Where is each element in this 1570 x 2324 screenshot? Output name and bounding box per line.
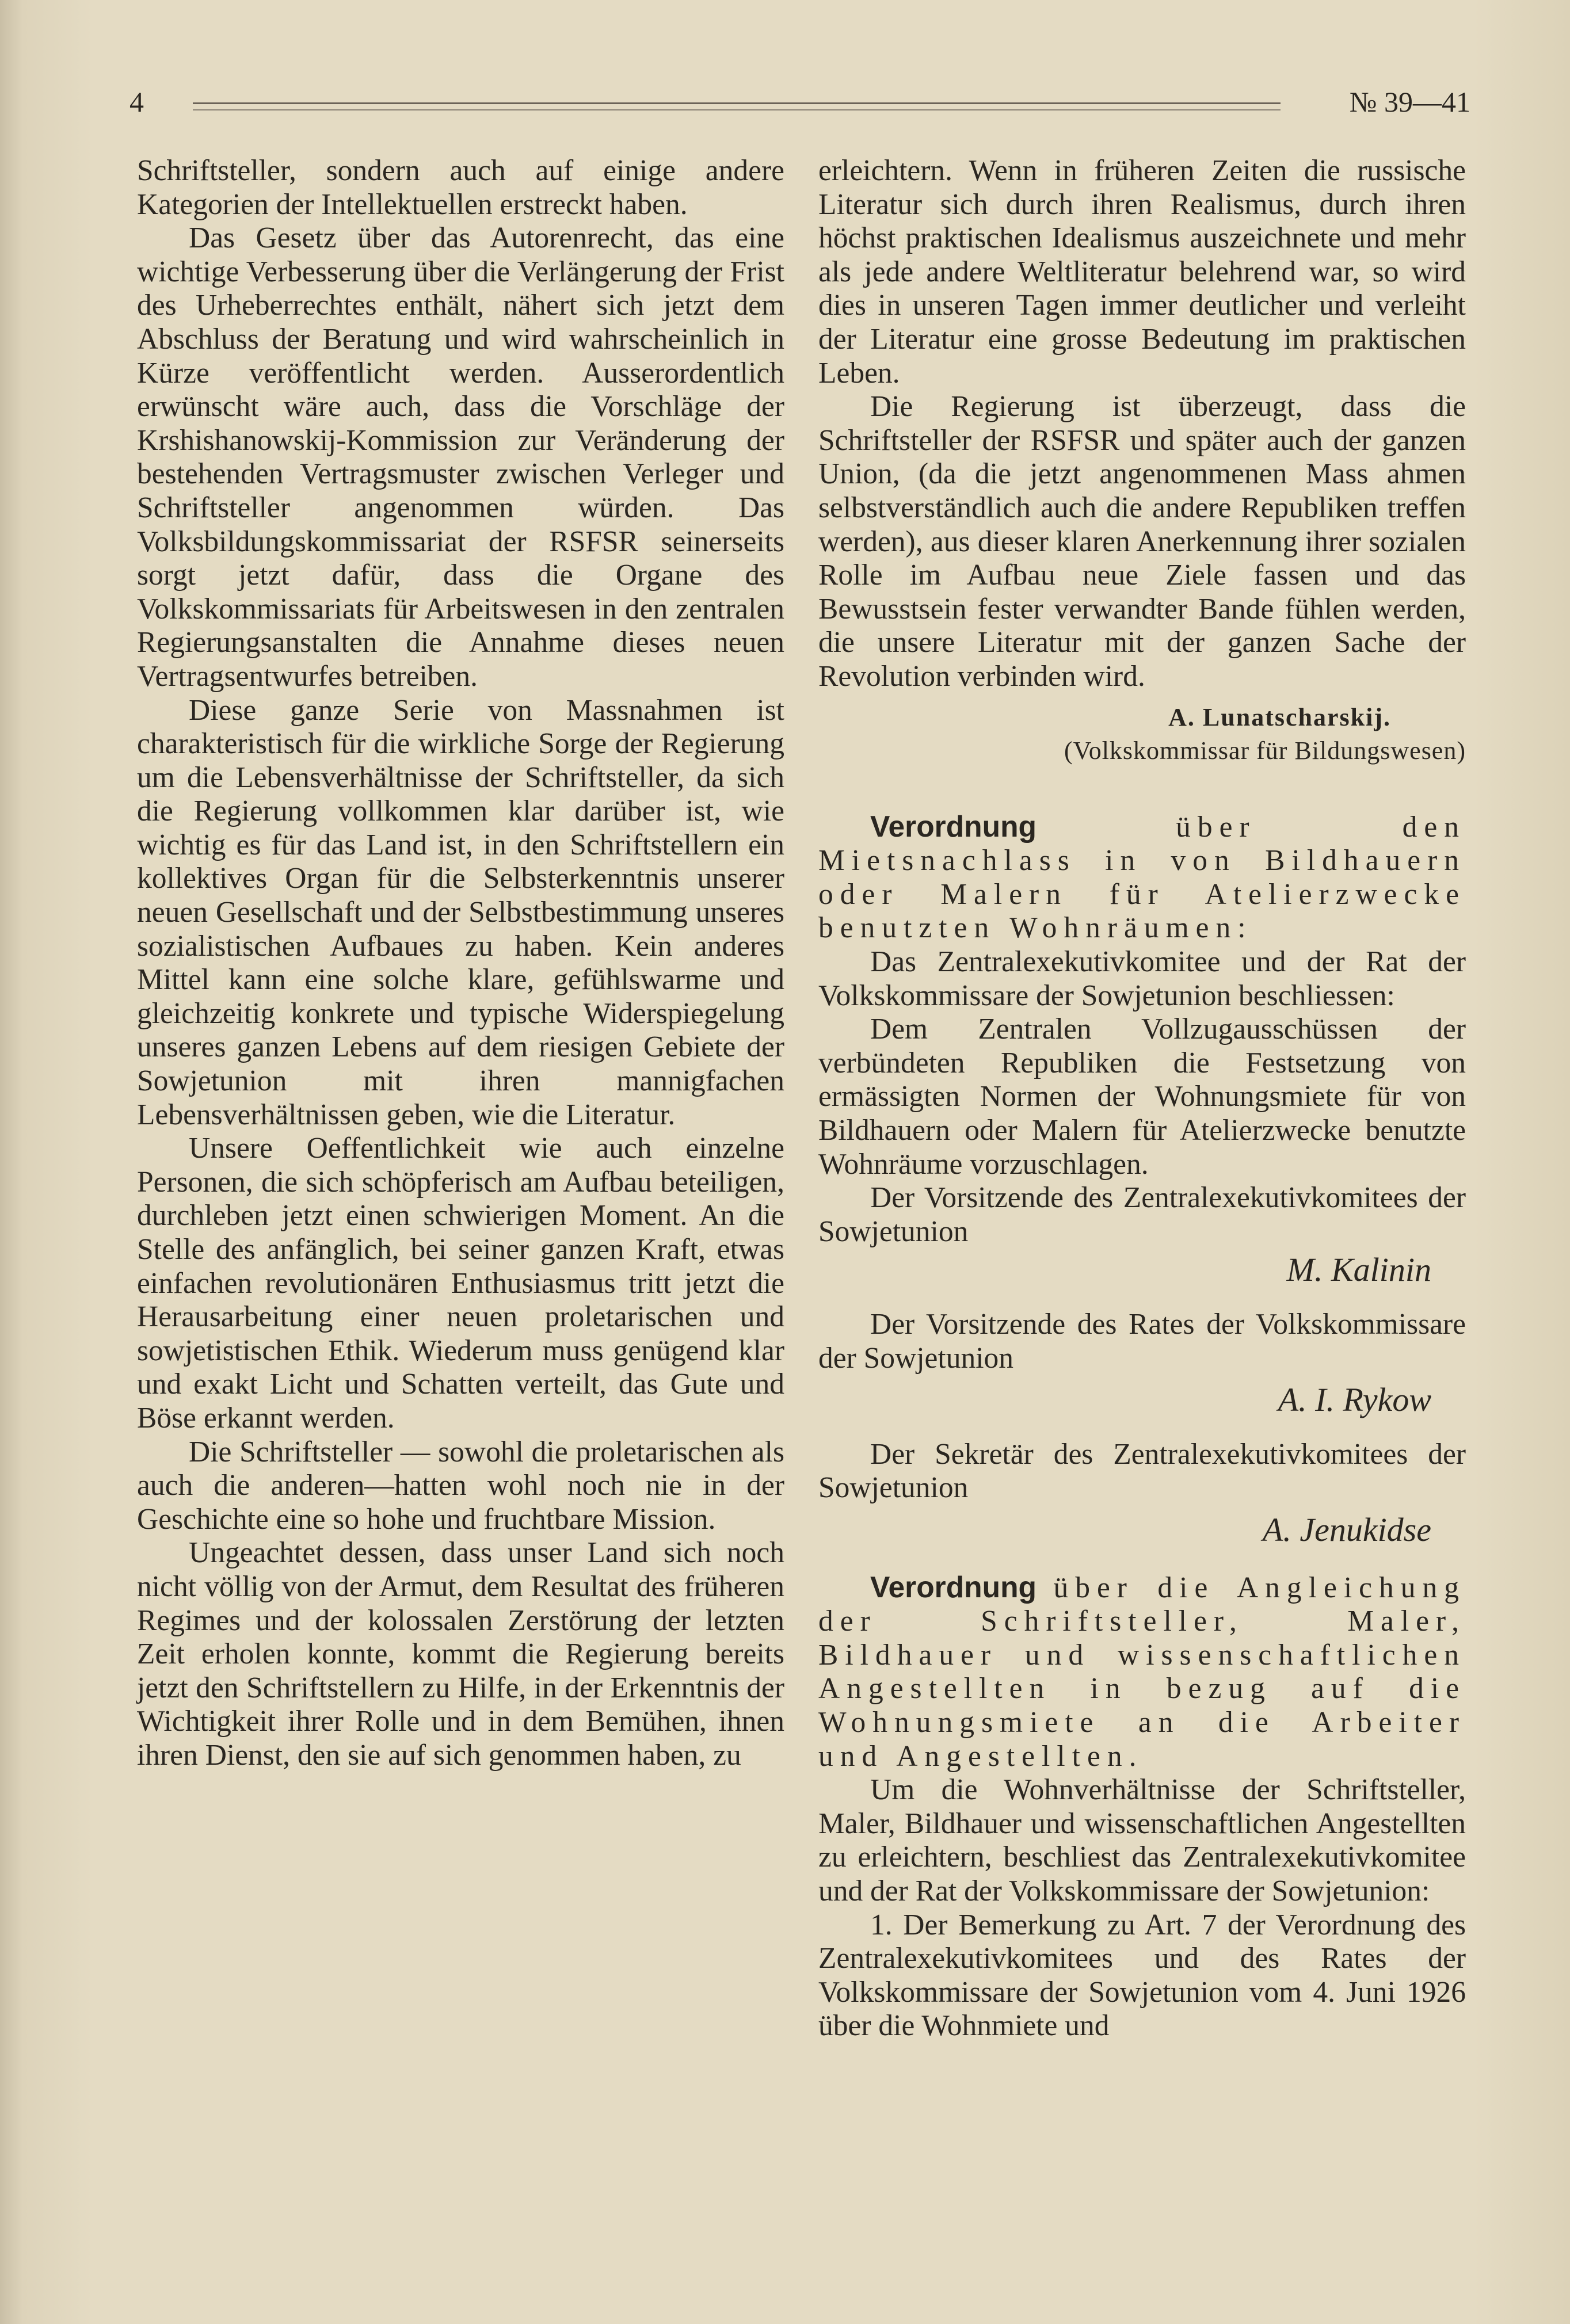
decree-heading-bold: Verordnung — [870, 809, 1036, 843]
signer-name: M. Kalinin — [1286, 1251, 1431, 1289]
signature-text: Der Vorsitzende des Rates der Volkskommissare der Sowjetunion — [818, 1308, 1466, 1375]
right-column — [818, 154, 1466, 2043]
signature-row — [818, 1245, 1466, 1287]
signature-block — [818, 1181, 1466, 1547]
header-rule-secondary — [193, 109, 1281, 110]
page-number: 4 — [129, 86, 144, 118]
paragraph: Ungeachtet dessen, dass unser Land sich noch nicht völlig von der Armut, dem Resultat des früheren Regimes und der kolossalen Zerstörung der letzten Zeit erholen konnte, kommt die Regierung bereits jetzt den Schriftstellern zu Hilfe, in der Erkenntnis der Wichtigkeit ihrer Rolle und in dem Bemühen, ihnen ihren Dienst, den sie auf sich genommen haben, zu — [137, 1536, 784, 1772]
paragraph: Das Gesetz über das Autorenrecht, das eine wichtige Verbesserung über die Verlängerung der Frist des Urheberrechtes enthält, nähert sich jetzt dem Abschluss der Beratung und wird wahrscheinlich in Kürze veröffentlicht werden. Ausserordentlich erwünscht wäre auch, dass die Vorschläge der Krshishanowskij-Kommission zur Veränderung der bestehenden Vertragsmuster zwischen Verleger und Schriftsteller angenommen würden. Das Volksbildungskommissariat der RSFSR seinerseits sorgt jetzt dafür, dass die Organe des Volkskommissariats für Arbeitswesen in den zentralen Regierungsanstalten die Annahme dieses neuen Vertragsentwurfes betreiben. — [137, 222, 784, 693]
decree-heading-text: über den Mietsnachlass in von Bildhauern oder Malern für Atelierzwecke benutzten Wohnräumen: — [818, 810, 1466, 945]
paragraph: Diese ganze Serie von Massnahmen ist charakteristisch für die wirkliche Sorge der Regierung um die Lebensverhältnisse der Schriftsteller, da sich die Regierung vollkommen klar darüber ist, wie wichtig es für das Land ist, in den Schriftstellern ein kollektives Organ für die Selbsterkenntnis unserer neuen Gesellschaft und der Selbstbestimmung unseres sozialistischen Aufbaues zu haben. Kein anderes Mittel kann eine solche klare, gefühlswarme und gleichzeitig konkrete und typische Widerspiegelung unseres ganzen Lebens auf dem riesigen Gebiete der Sowjetunion mit ihren mannigfachen Lebensverhältnissen geben, wie die Literatur. — [137, 693, 784, 1131]
paragraph: Unsere Oeffentlichkeit wie auch einzelne Personen, die sich schöpferisch am Aufbau beteiligen, durchleben jetzt einen schwierigen Moment. An die Stelle des anfänglich, bei seiner ganzen Kraft, etwas einfachen revolutionären Enthusiasmus tritt jetzt die Herausarbeitung einer neuen proletarischen und sowjetistischen Ethik. Wiederum muss genügend klar und exakt Licht und Schatten verteilt, das Gute und Böse erkannt werden. — [137, 1132, 784, 1434]
decree-heading — [818, 1570, 1466, 1774]
signature-text: Der Sekretär des Zentralexekutivkomitees der Sowjetunion — [818, 1437, 1466, 1505]
author-name: A. Lunatscharskij. — [1168, 703, 1391, 731]
decree-heading-text: über die Angleichung der Schriftsteller, Maler, Bildhauer und wissenschaftlichen Angestellten in bezug auf die Wohnungsmiete an die Arbeiter und Angestellten. — [818, 1571, 1466, 1773]
page-header — [129, 81, 1470, 121]
paragraph: Die Regierung ist überzeugt, dass die Schriftsteller der RSFSR und später auch der ganzen Union, (da die jetzt angenommenen Mass ahmen selbstverständlich auch die andere Republiken treffen werden), aus dieser klaren Anerkennung ihrer sozialen Rolle im Aufbau neue Ziele fassen und das Bewusstsein fester verwandter Bande fühlen werden, die unsere Literatur mit der ganzen Sache der Revolution verbinden wird. — [818, 390, 1466, 693]
paragraph: Das Zentralexekutivkomitee und der Rat der Volkskommissare der Sowjetunion beschliessen: — [818, 945, 1466, 1012]
author-title: (Volkskommissar für Bildungswesen) — [1064, 736, 1466, 765]
signature-text: Der Vorsitzende des Zentralexekutivkomitees der Sowjetunion — [818, 1181, 1466, 1248]
paragraph: 1. Der Bemerkung zu Art. 7 der Verordnung des Zentralexekutivkomitees und des Rates der Volkskommissare der Sowjetunion vom 4. Juni 1926 über die Wohnmiete und — [818, 1908, 1466, 2043]
paragraph: Schriftsteller, sondern auch auf einige andere Kategorien der Intellektuellen erstreckt haben. — [137, 154, 784, 221]
decree-heading-bold: Verordnung — [870, 1570, 1036, 1604]
signer-name: A. Jenukidse — [1262, 1510, 1431, 1548]
header-rule — [193, 102, 1281, 104]
paragraph: erleichtern. Wenn in früheren Zeiten die russische Literatur sich durch ihren Realismus, durch ihren höchst praktischen Idealismus auszeichnete und mehr als jede andere Weltliteratur belehrend war, so wird dies in unseren Tagen immer deutlicher und verleiht der Literatur eine grosse Bedeutung im praktischen Leben. — [818, 154, 1466, 390]
signer-name: A. I. Rykow — [1278, 1381, 1431, 1419]
left-column — [137, 154, 784, 1773]
issue-number: № 39—41 — [1349, 86, 1470, 118]
paragraph: Um die Wohnverhältnisse der Schriftsteller, Maler, Bildhauer und wissenschaftlichen Angestellten zu erleichtern, beschliest das Zentralexekutivkomitee und der Rat der Volkskommissare der Sowjetunion: — [818, 1773, 1466, 1907]
signature-row — [818, 1505, 1466, 1547]
paragraph: Dem Zentralen Vollzugausschüssen der verbündeten Republiken die Festsetzung von ermässigten Normen der Wohnungsmiete für von Bildhauern oder Malern für Atelierzwecke benutzte Wohnräume vorzuschlagen. — [818, 1013, 1466, 1181]
signature-row — [818, 1375, 1466, 1417]
paragraph: Die Schriftsteller — sowohl die proletarischen als auch die anderen—hatten wohl noch nie in der Geschichte eine so hohe und fruchtbare Mission. — [137, 1435, 784, 1536]
decree-heading — [818, 810, 1466, 945]
